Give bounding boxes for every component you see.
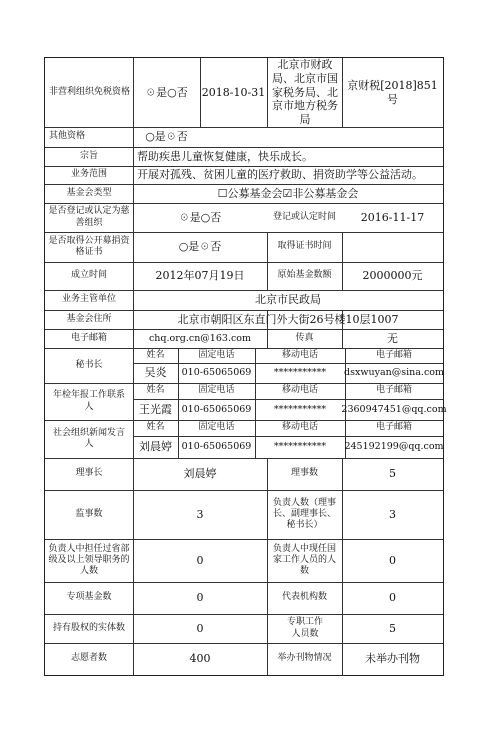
contact-email: 2360947451@qq.com [341,403,447,415]
scope-value: 开展对孤残、贫困儿童的医疗救助、捐资助学等公益活动。 [137,168,423,182]
contact-header-mobile: 移动电话 [281,422,318,433]
address-label: 基金会住所 [66,313,112,324]
contact-header-name: 姓名 [146,385,165,396]
purpose-value: 帮助疾患儿童恢复健康，快乐成长。 [137,149,313,163]
fundraising-choice: ○是☉否 [178,240,222,254]
rep-offices-label: 代表机构数 [281,592,327,603]
contact-header-email: 电子邮箱 [375,385,412,396]
certificate-date-label: 取得证书时间 [277,241,332,252]
contact-label-annual-report: 年检年报工作联系人 [52,390,125,412]
special-funds-count: 0 [196,591,204,605]
publication-label: 举办刊物情况 [277,653,332,664]
contact-header-phone: 固定电话 [198,349,235,360]
email-label: 电子邮箱 [70,332,107,343]
contact-header-name: 姓名 [146,422,165,433]
founded-date: 2012年07月19日 [155,269,245,283]
contact-header-mobile: 移动电话 [281,385,318,396]
contact-mobile: *********** [273,367,327,379]
former-officials-label: 负责人中担任过省部级及以上领导职务的人数 [48,543,130,577]
responsible-count: 3 [389,507,396,521]
current-staff-count: 0 [389,553,396,567]
responsible-count-label: 负责人数（理事长、副理事长、秘书长） [272,497,336,531]
purpose-label: 宗旨 [79,150,98,161]
contact-header-phone: 固定电话 [198,385,235,396]
chair-label: 理事长 [75,468,103,479]
contact-name: 吴炎 [144,366,167,380]
supervisor-label: 业务主管单位 [61,294,116,305]
address-value: 北京市朝阳区东直门外大街26号楼10层1007 [177,312,399,326]
special-funds-label: 专项基金数 [66,592,112,603]
director-count: 5 [389,467,396,481]
original-fund-label: 原始基金数额 [277,270,332,281]
supervisor-count: 3 [196,507,204,521]
founded-label: 成立时间 [70,270,107,281]
supervisor-value: 北京市民政局 [255,293,321,307]
fulltime-staff-count: 5 [389,621,396,635]
contact-header-email: 电子邮箱 [375,349,412,360]
charity-choice: ☉是○否 [178,210,222,224]
contact-phone: 010-65065069 [181,367,252,379]
contact-name: 刘晨婷 [139,440,172,454]
registration-form-table [44,57,447,676]
contact-header-phone: 固定电话 [198,422,235,433]
contact-label-spokesperson: 社会组织新闻发言人 [53,427,126,449]
contact-header-email: 电子邮箱 [375,422,412,433]
exempt-date: 2018-10-31 [201,85,266,99]
rep-offices-count: 0 [389,591,396,605]
other-qualification-label: 其他资格 [49,131,86,142]
director-count-label: 理事数 [290,468,318,479]
foundation-type-value: ☐公募基金会☑非公募基金会 [217,186,359,200]
exempt-document-number: 京财税[2018]851号 [347,78,438,106]
scope-label: 业务范围 [70,169,107,180]
email-value: chq.org.cn@163.com [148,332,252,344]
charity-date-label: 登记或认定时间 [272,211,336,222]
chair-value: 刘晨婷 [183,467,217,481]
contact-mobile: *********** [273,403,327,415]
equity-count: 0 [196,621,204,635]
fulltime-staff-label: 专职工作人员数 [286,617,323,639]
contact-header-mobile: 移动电话 [281,349,318,360]
contact-email: dsxwuyan@sina.com [344,367,444,379]
exempt-choice: ☉是○否 [145,85,188,99]
certificate-date [342,232,443,262]
contact-name: 王光霞 [139,402,172,416]
contact-label-secretary: 秘书长 [75,359,103,370]
foundation-type-label: 基金会类型 [66,187,112,198]
other-qualification-choice: ○是☉否 [145,130,188,144]
fundraising-label: 是否取得公开募捐资格证书 [48,235,130,257]
original-fund-amount: 2000000元 [362,269,423,283]
publication-value: 未举办刊物 [365,652,420,666]
contact-header-name: 姓名 [146,349,165,360]
charity-date: 2016-11-17 [360,210,425,224]
volunteers-count: 400 [189,652,211,666]
contact-email: 245192199@qq.com [344,441,444,453]
fax-label: 传真 [295,332,314,343]
exempt-authority: 北京市财政局、北京市国家税务局、北京市地方税务局 [272,58,338,127]
fax-value: 无 [387,331,398,345]
supervisor-count-label: 监事数 [75,508,103,519]
charity-label: 是否登记或认定为慈善组织 [48,206,130,228]
contact-mobile: *********** [273,441,327,453]
exempt-label: 非营利组织免税资格 [49,86,131,97]
former-officials-count: 0 [196,553,204,567]
contact-phone: 010-65065069 [181,403,252,415]
contact-phone: 010-65065069 [181,441,252,453]
volunteers-label: 志愿者数 [70,653,107,664]
equity-label: 持有股权的实体数 [52,622,125,633]
current-staff-label: 负责人中现任国家工作人员的人数 [272,543,336,577]
